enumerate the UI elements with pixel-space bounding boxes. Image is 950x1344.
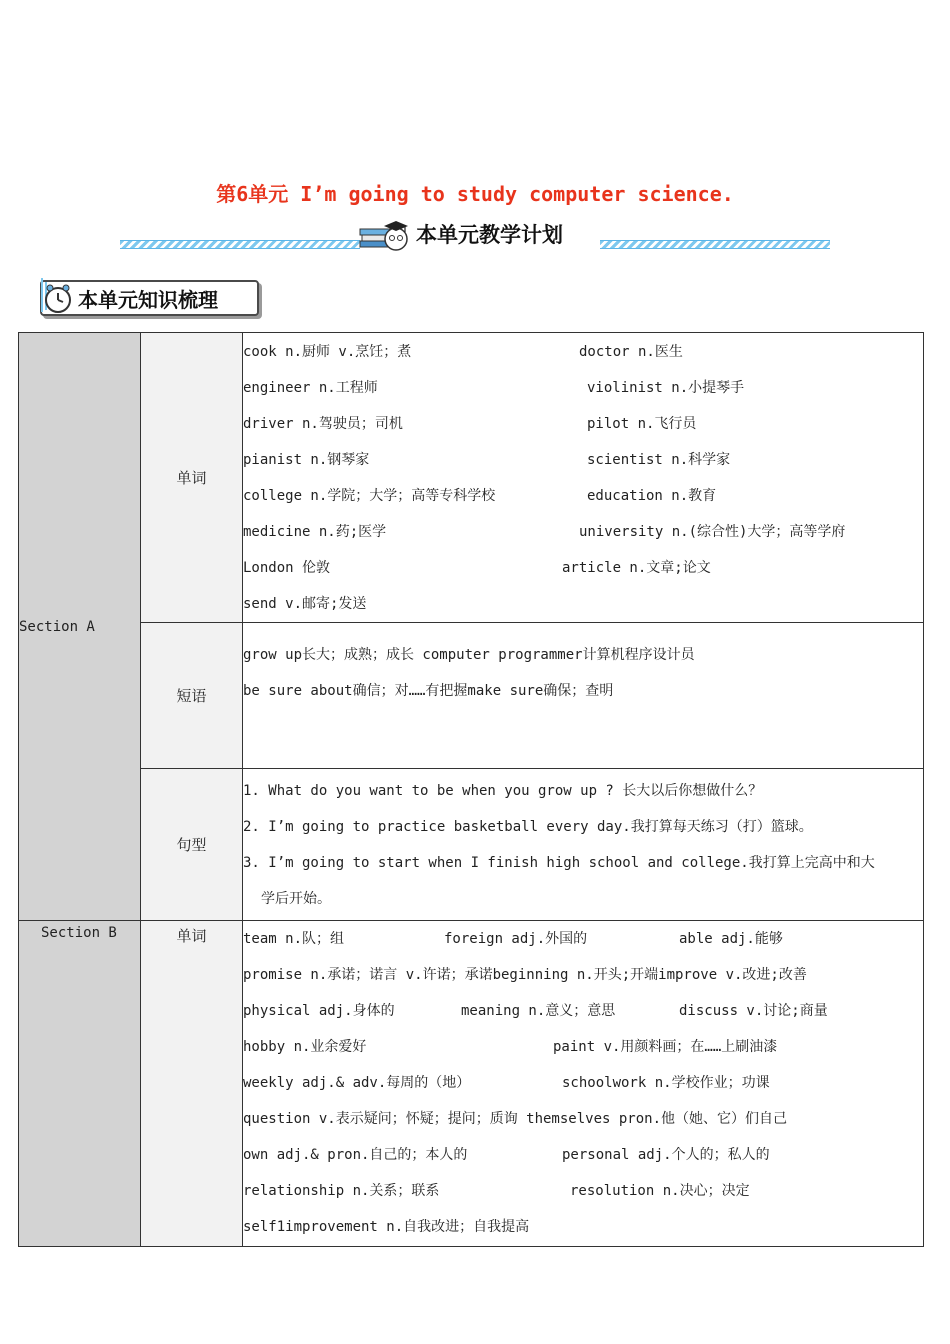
tag-label: 本单元知识梳理 [78, 288, 218, 312]
phrase-line: be sure about确信；对……有把握make sure确保；查明 [243, 683, 614, 699]
vocab-line: weekly adj.& adv.每周的（地） schoolwork n.学校作业；功课 [243, 1075, 770, 1091]
books-graduate-icon [358, 217, 410, 253]
section-a-sentence-content [243, 769, 924, 921]
section-a-vocab-row [19, 333, 924, 623]
banner-stripe-left [120, 240, 360, 249]
vocab-line: hobby n.业余爱好 paint v.用颜料画；在……上刷油漆 [243, 1039, 778, 1055]
section-b-vocab-row [19, 921, 924, 1247]
knowledge-table [18, 332, 924, 1247]
section-a-sentence-row [19, 769, 924, 921]
sentence-line: 1. What do you want to be when you grow up ? 长大以后你想做什么？ [243, 782, 763, 799]
vocab-line: driver n.驾驶员；司机 pilot n.飞行员 [243, 415, 697, 432]
banner-title: 本单元教学计划 [416, 223, 563, 247]
vocab-line: own adj.& pron.自己的；本人的 personal adj.个人的；私人的 [243, 1147, 770, 1163]
sentence-line: 学后开始。 [261, 890, 331, 907]
vocab-line: cook n.厨师 v.烹饪；煮 doctor n.医生 [243, 343, 683, 360]
vocab-line: self1improvement n.自我改进；自我提高 [243, 1219, 530, 1235]
section-a-label: Section A [19, 333, 141, 921]
section-a-vocab-label: 单词 [141, 333, 243, 623]
vocab-line: team n.队；组 foreign adj.外国的 able adj.能够 [243, 931, 783, 947]
phrase-line: grow up长大；成熟；成长 computer programmer计算机程序设计员 [243, 647, 695, 663]
document-title: 第6单元 I’m going to study computer science. [216, 182, 734, 206]
section-a-sentence-label: 句型 [141, 769, 243, 921]
section-a-phrase-content [243, 623, 924, 769]
vocab-line: promise n.承诺；诺言 v.许诺；承诺beginning n.开头;开端improve v.改进;改善 [243, 967, 807, 983]
section-b-label: Section B [19, 921, 141, 1247]
vocab-line: relationship n.关系；联系 resolution n.决心；决定 [243, 1183, 750, 1199]
teaching-plan-banner [120, 215, 830, 255]
vocab-line: college n.学院；大学；高等专科学校 education n.教育 [243, 487, 717, 504]
vocab-line: physical adj.身体的 meaning n.意义；意思 discuss v.讨论;商量 [243, 1003, 828, 1019]
sentence-line: 3. I’m going to start when I finish high school and college.我打算上完高中和大 [243, 854, 875, 871]
vocab-line: London 伦敦 article n.文章;论文 [243, 559, 711, 576]
vocab-line: pianist n.钢琴家 scientist n.科学家 [243, 451, 731, 468]
alarm-clock-icon [30, 272, 78, 316]
section-a-phrase-label: 短语 [141, 623, 243, 769]
sentence-line: 2. I’m going to practice basketball every day.我打算每天练习（打）篮球。 [243, 818, 813, 835]
vocab-line: send v.邮寄;发送 [243, 595, 367, 612]
vocab-line: engineer n.工程师 violinist n.小提琴手 [243, 379, 745, 396]
section-b-vocab-content [243, 921, 924, 1247]
knowledge-summary-tag [30, 272, 260, 316]
section-b-vocab-label: 单词 [141, 921, 243, 1247]
section-a-phrase-row [19, 623, 924, 769]
vocab-line: question v.表示疑问；怀疑；提问；质询 themselves pron.他（她、它）们自己 [243, 1111, 788, 1127]
vocab-line: medicine n.药;医学 university n.(综合性)大学；高等学府 [243, 523, 846, 540]
banner-stripe-right [600, 240, 830, 249]
section-a-vocab-content [243, 333, 924, 623]
